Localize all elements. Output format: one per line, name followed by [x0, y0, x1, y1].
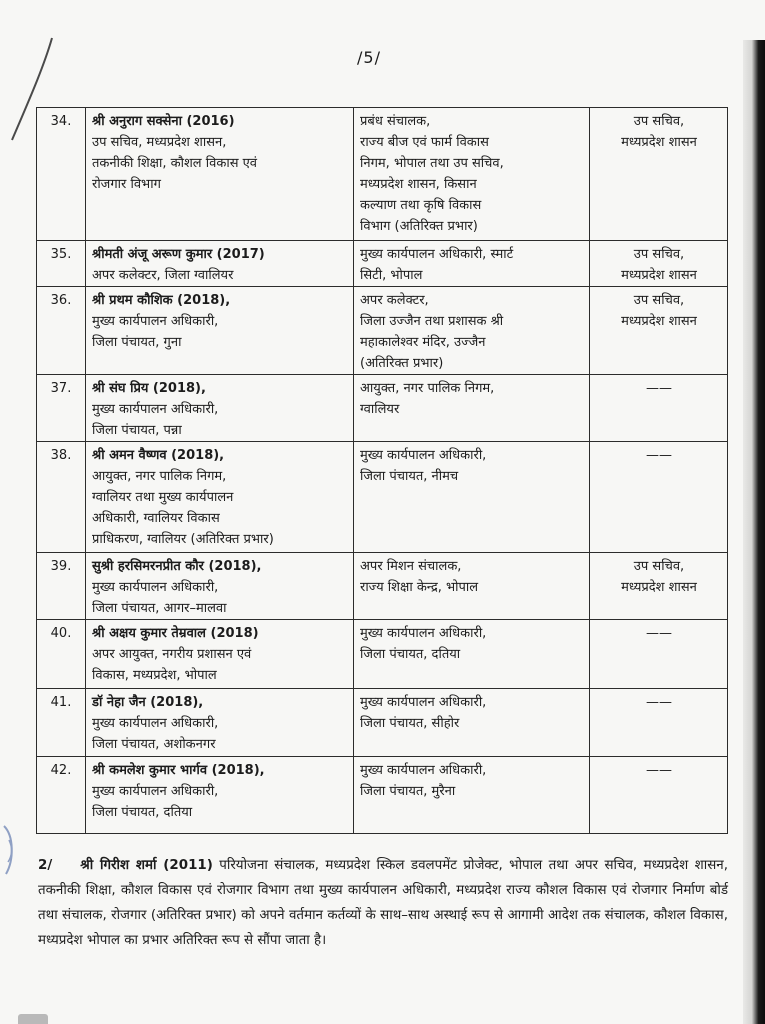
cell-line: जिला पंचायत, आगर–मालवा	[92, 601, 227, 616]
posting-table	[36, 107, 728, 834]
cell-line: तकनीकी शिक्षा, कौशल विकास एवं	[92, 156, 258, 171]
table-row	[37, 375, 728, 442]
cell-line: विभाग (अतिरिक्त प्रभार)	[360, 219, 478, 234]
cell-line: ——	[646, 763, 672, 778]
remark-cell	[590, 620, 728, 689]
cell-line: रोजगार विभाग	[92, 177, 161, 192]
remark-cell	[590, 287, 728, 375]
table-row	[37, 553, 728, 620]
officer-cell	[86, 620, 354, 689]
cell-line: ——	[646, 695, 672, 710]
cell-line: जिला पंचायत, दतिया	[360, 647, 461, 662]
officer-name: डॉ नेहा जैन (2018),	[92, 695, 204, 710]
officer-name: श्रीमती अंजू अरूण कुमार (2017)	[92, 247, 265, 262]
posting-cell	[354, 442, 590, 553]
posting-cell	[354, 620, 590, 689]
cell-line: उप सचिव,	[633, 559, 685, 574]
posting-cell	[354, 241, 590, 287]
officer-name: श्री अमन वैष्णव (2018),	[92, 448, 225, 463]
officer-name: श्री प्रथम कौशिक (2018),	[92, 293, 231, 308]
cell-line: राज्य शिक्षा केन्द्र, भोपाल	[360, 580, 479, 595]
cell-line: मुख्य कार्यपालन अधिकारी,	[92, 784, 219, 799]
posting-cell	[354, 108, 590, 241]
officer-cell	[86, 442, 354, 553]
cell-line: उप सचिव, मध्यप्रदेश शासन,	[92, 135, 227, 150]
cell-line: मध्यप्रदेश शासन	[621, 135, 697, 150]
cell-line: अपर कलेक्टर,	[360, 293, 429, 308]
cell-line: मुख्य कार्यपालन अधिकारी,	[360, 763, 487, 778]
cell-line: कल्याण तथा कृषि विकास	[360, 198, 482, 213]
cell-line: ——	[646, 626, 672, 641]
cell-line: मुख्य कार्यपालन अधिकारी,	[92, 716, 219, 731]
remark-cell	[590, 108, 728, 241]
posting-cell	[354, 553, 590, 620]
officer-name: श्री कमलेश कुमार भार्गव (2018),	[92, 763, 265, 778]
officer-name: श्री अक्षय कुमार तेम्रवाल (2018)	[92, 626, 259, 641]
cell-line: मध्यप्रदेश शासन	[621, 580, 697, 595]
cell-line: जिला पंचायत, मुरैना	[360, 784, 456, 799]
remark-cell	[590, 241, 728, 287]
cell-line: जिला पंचायत, पन्ना	[92, 423, 182, 438]
cell-line: विकास, मध्यप्रदेश, भोपाल	[92, 668, 217, 683]
officer-cell	[86, 553, 354, 620]
page-edge-shadow	[743, 0, 765, 1024]
cell-line: महाकालेश्वर मंदिर, उज्जैन	[360, 335, 486, 350]
officer-name: श्री अनुराग सक्सेना (2016)	[92, 114, 235, 129]
cell-line: मुख्य कार्यपालन अधिकारी,	[360, 695, 487, 710]
cell-line: मुख्य कार्यपालन अधिकारी,	[92, 402, 219, 417]
cell-line: मुख्य कार्यपालन अधिकारी,	[360, 626, 487, 641]
cell-line: जिला पंचायत, अशोकनगर	[92, 737, 216, 752]
posting-cell	[354, 757, 590, 834]
cell-line: आयुक्त, नगर पालिक निगम,	[92, 469, 227, 484]
officer-cell	[86, 108, 354, 241]
paragraph-number: 2/	[38, 858, 53, 873]
cell-line: उप सचिव,	[633, 293, 685, 308]
officer-cell	[86, 757, 354, 834]
officer-cell	[86, 241, 354, 287]
officer-cell	[86, 287, 354, 375]
remark-cell	[590, 375, 728, 442]
cell-line: अपर कलेक्टर, जिला ग्वालियर	[92, 268, 234, 283]
table-row	[37, 287, 728, 375]
bottom-tab	[18, 1014, 48, 1024]
serial-number: 34.	[37, 108, 86, 241]
cell-line: अपर मिशन संचालक,	[360, 559, 462, 574]
cell-line: जिला पंचायत, नीमच	[360, 469, 459, 484]
cell-line: जिला उज्जैन तथा प्रशासक श्री	[360, 314, 504, 329]
cell-line: निगम, भोपाल तथा उप सचिव,	[360, 156, 504, 171]
page-edge-top	[743, 0, 765, 40]
officer-cell	[86, 375, 354, 442]
cell-line: अपर आयुक्त, नगरीय प्रशासन एवं	[92, 647, 252, 662]
paragraph-officer-name: श्री गिरीश शर्मा (2011)	[80, 858, 213, 873]
table-row	[37, 442, 728, 553]
cell-line: अधिकारी, ग्वालियर विकास	[92, 511, 220, 526]
cell-line: जिला पंचायत, सीहोर	[360, 716, 460, 731]
cell-line: मुख्य कार्यपालन अधिकारी,	[92, 314, 219, 329]
table-row	[37, 108, 728, 241]
cell-line: मध्यप्रदेश शासन	[621, 314, 697, 329]
officer-name: श्री संघ प्रिय (2018),	[92, 381, 206, 396]
cell-line: आयुक्त, नगर पालिक निगम,	[360, 381, 495, 396]
cell-line: मुख्य कार्यपालन अधिकारी,	[92, 580, 219, 595]
cell-line: सिटी, भोपाल	[360, 268, 423, 283]
officer-cell	[86, 689, 354, 757]
remark-cell	[590, 442, 728, 553]
remark-cell	[590, 553, 728, 620]
order-paragraph	[38, 853, 728, 953]
table-row	[37, 757, 728, 834]
serial-number: 39.	[37, 553, 86, 620]
cell-line: प्रबंध संचालक,	[360, 114, 431, 129]
posting-cell	[354, 287, 590, 375]
table-row	[37, 689, 728, 757]
cell-line: उप सचिव,	[633, 247, 685, 262]
cell-line: उप सचिव,	[633, 114, 685, 129]
posting-table-body	[37, 108, 728, 834]
margin-ink-mark	[0, 820, 18, 880]
cell-line: राज्य बीज एवं फार्म विकास	[360, 135, 489, 150]
serial-number: 35.	[37, 241, 86, 287]
table-row	[37, 241, 728, 287]
cell-line: मध्यप्रदेश शासन, किसान	[360, 177, 477, 192]
serial-number: 41.	[37, 689, 86, 757]
table-row	[37, 620, 728, 689]
posting-cell	[354, 375, 590, 442]
serial-number: 40.	[37, 620, 86, 689]
cell-line: ग्वालियर तथा मुख्य कार्यपालन	[92, 490, 234, 505]
cell-line: (अतिरिक्त प्रभार)	[360, 356, 444, 371]
page-number: /5/	[357, 48, 381, 67]
serial-number: 38.	[37, 442, 86, 553]
cell-line: जिला पंचायत, गुना	[92, 335, 182, 350]
cell-line: मुख्य कार्यपालन अधिकारी,	[360, 448, 487, 463]
cell-line: मुख्य कार्यपालन अधिकारी, स्मार्ट	[360, 247, 514, 262]
cell-line: ——	[646, 448, 672, 463]
cell-line: मध्यप्रदेश शासन	[621, 268, 697, 283]
serial-number: 42.	[37, 757, 86, 834]
remark-cell	[590, 689, 728, 757]
paragraph-text: परियोजना संचालक, मध्यप्रदेश स्किल डवलपमेंट प्रोजेक्ट, भोपाल तथा अपर सचिव, मध्यप्रदेश शासन, तकनीकी शिक्षा, कौशल विकास एवं रोजगार विभाग तथा मुख्य कार्यपालन अधिकारी, मध्यप्रदेश राज्य कौशल विकास एवं रोजगार निर्माण बोर्ड तथा संचालक, रोजगार (अतिरिक्त प्रभार) को अपने वर्तमान कर्तव्यों के साथ–साथ अस्थाई रूप से आगामी आदेश तक संचालक, कौशल विकास, मध्यप्रदेश भोपाल का प्रभार अतिरिक्त रूप से सौंपा जाता है।	[38, 858, 728, 948]
officer-name: सुश्री हरसिमरनप्रीत कौर (2018),	[92, 559, 262, 574]
cell-line: प्राधिकरण, ग्वालियर (अतिरिक्त प्रभार)	[92, 532, 274, 547]
cell-line: ग्वालियर	[360, 402, 400, 417]
serial-number: 36.	[37, 287, 86, 375]
posting-cell	[354, 689, 590, 757]
remark-cell	[590, 757, 728, 834]
serial-number: 37.	[37, 375, 86, 442]
cell-line: जिला पंचायत, दतिया	[92, 805, 193, 820]
cell-line: ——	[646, 381, 672, 396]
